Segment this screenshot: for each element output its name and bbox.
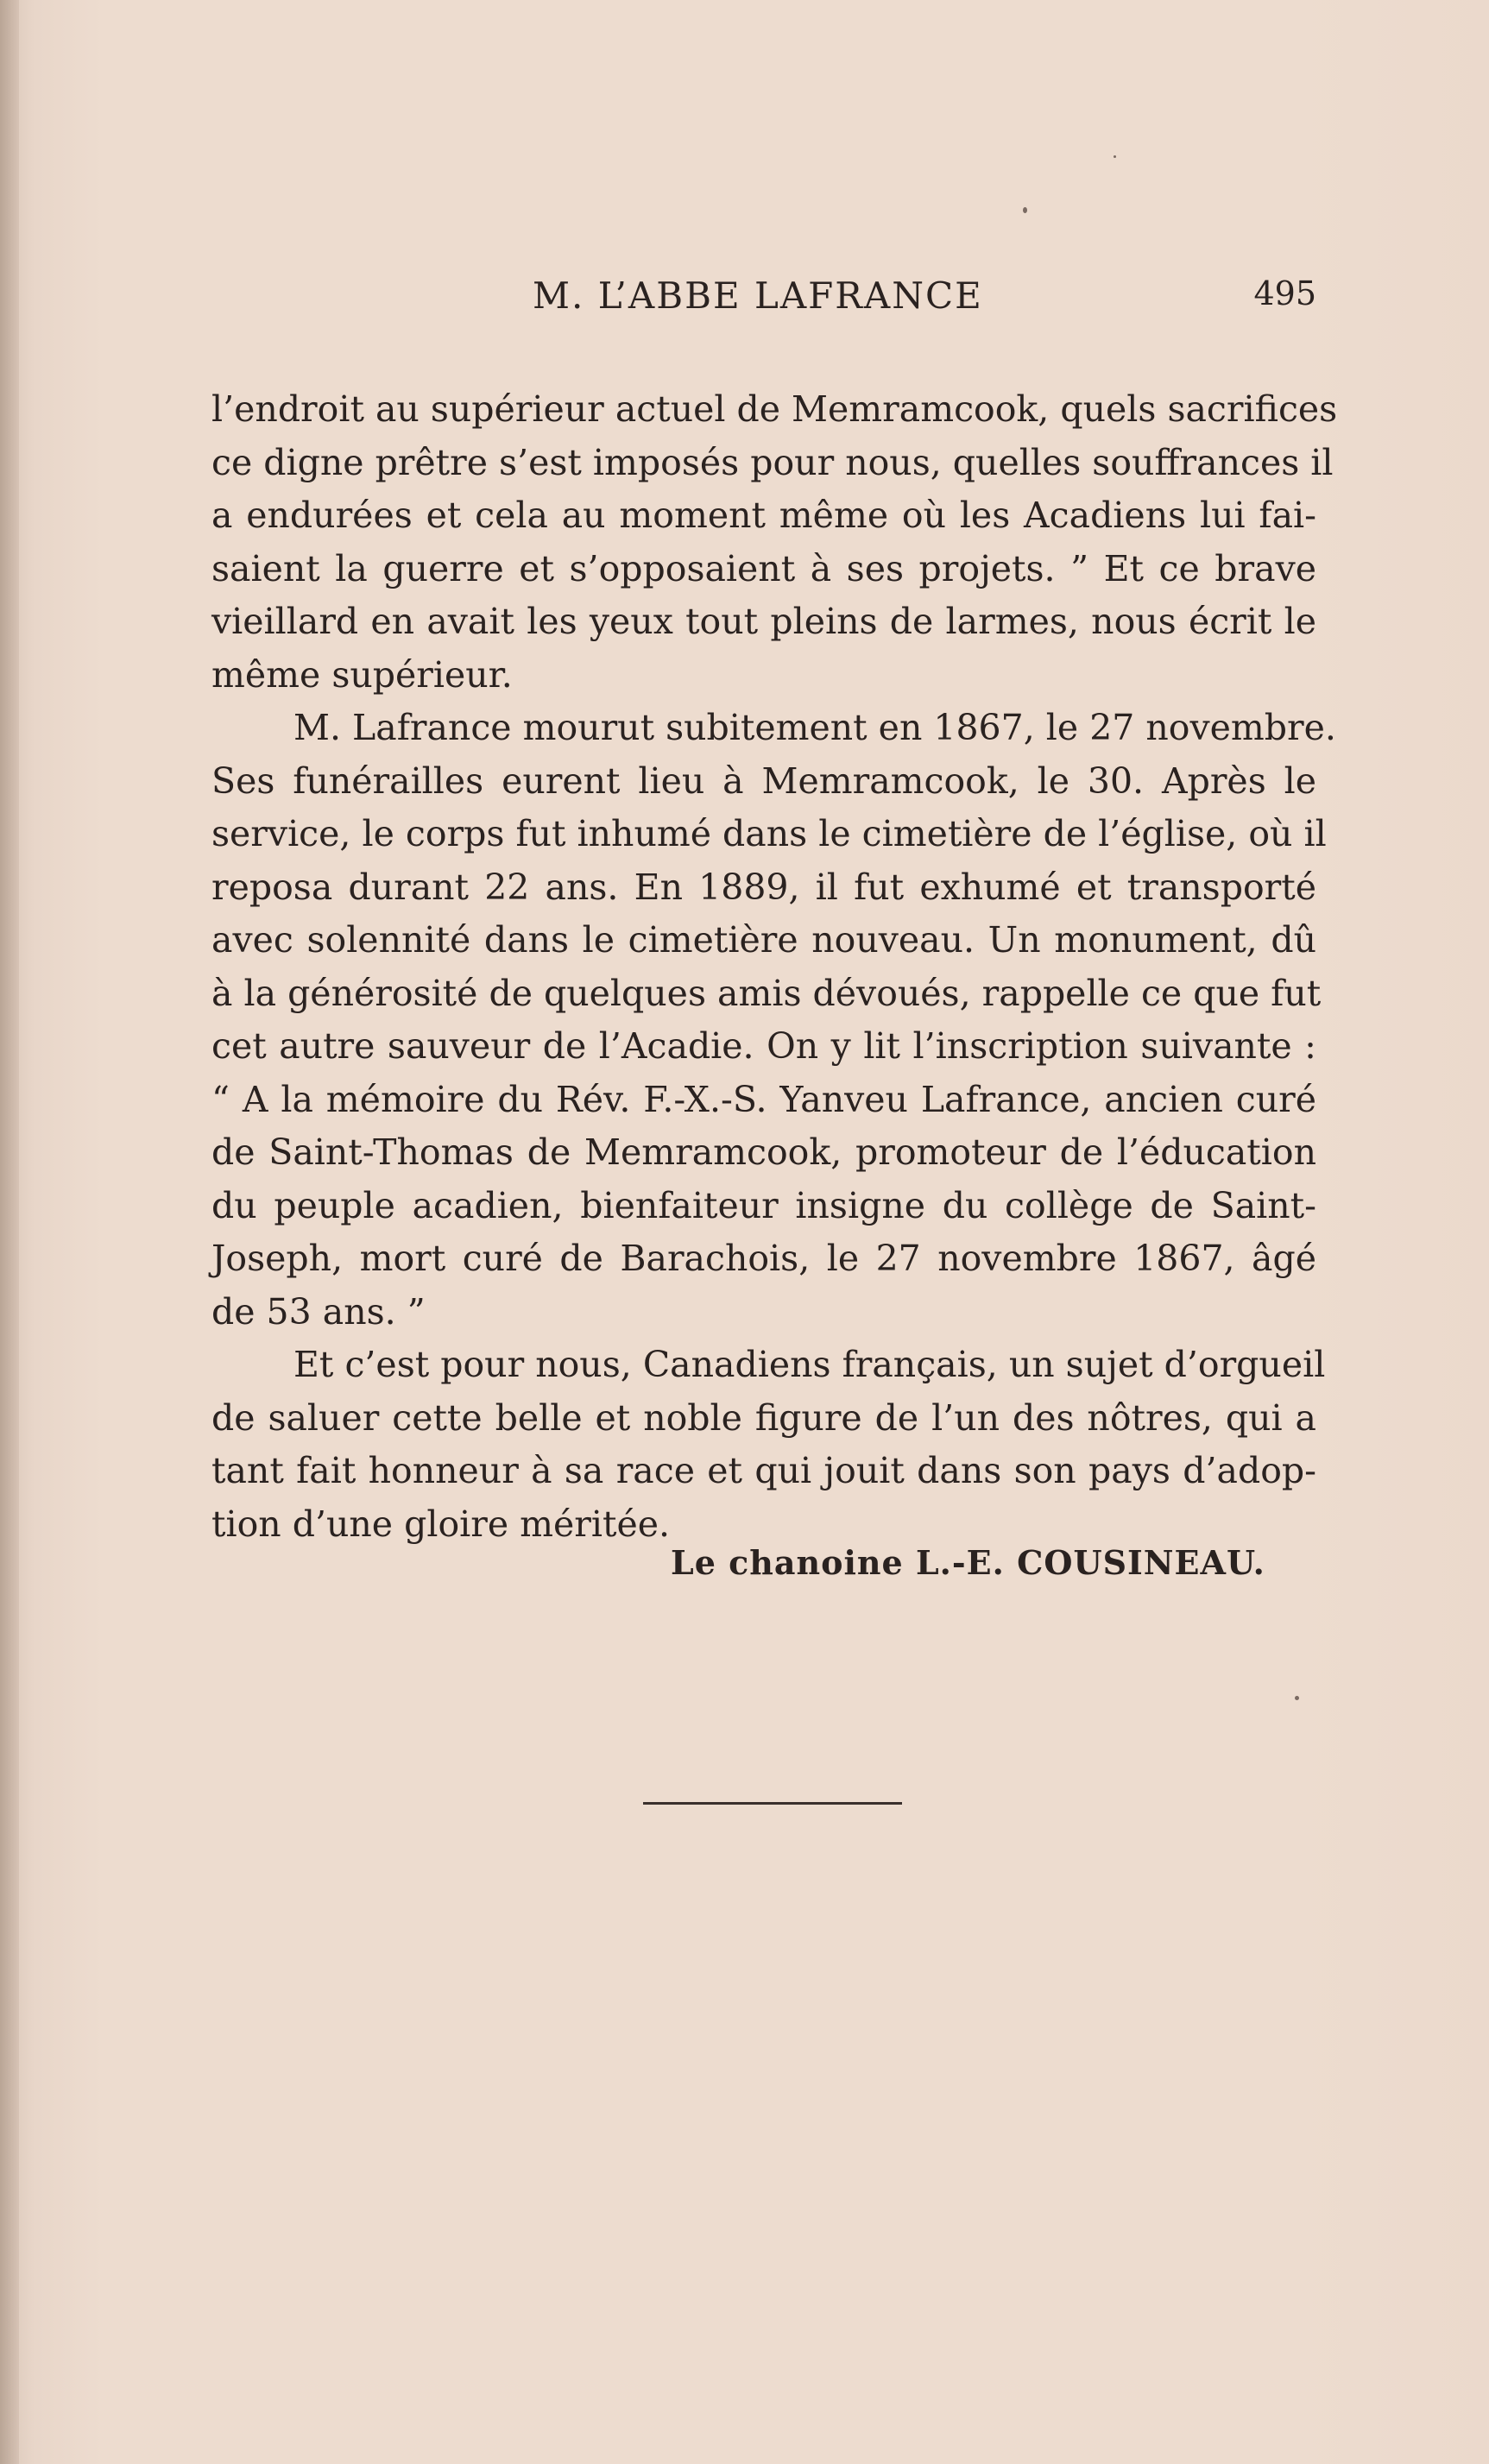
paper-speck: [1023, 207, 1027, 213]
paper-speck: [1114, 155, 1116, 158]
text-line: cet autre sauveur de l’Acadie. On y lit l’inscription suivante :: [211, 1025, 1316, 1067]
text-line: avec solennité dans le cimetière nouveau. Un monument, dû: [211, 919, 1316, 961]
text-line: tion d’une gloire méritée.: [211, 1503, 671, 1545]
text-line: tant fait honneur à sa race et qui jouit dans son pays d’adop-: [211, 1450, 1316, 1491]
text-line: Joseph, mort curé de Barachois, le 27 novembre 1867, âgé: [211, 1238, 1316, 1279]
running-title: M. L’ABBE LAFRANCE: [533, 274, 983, 317]
text-line: de 53 ans. ”: [211, 1290, 426, 1333]
text-line: même supérieur.: [211, 653, 513, 696]
text-line: de saluer cette belle et noble figure de l’un des nôtres, qui a: [211, 1396, 1316, 1439]
paper-speck: [1295, 1696, 1299, 1700]
text-line: ce digne prêtre s’est imposés pour nous, quelles souffrances il: [211, 441, 1334, 483]
text-line: de Saint-Thomas de Memramcook, promoteur de l’éducation: [211, 1131, 1316, 1173]
text-line: vieillard en avait les yeux tout pleins de larmes, nous écrit le: [211, 601, 1316, 642]
text-line: M. Lafrance mourut subitement en 1867, le 27 novembre.: [293, 707, 1336, 748]
text-line: l’endroit au supérieur actuel de Memramcook, quels sacrifices: [211, 388, 1338, 430]
text-line: à la générosité de quelques amis dévoués, rappelle ce que fut: [211, 972, 1322, 1014]
text-line: saient la guerre et s’opposaient à ses projets. ” Et ce brave: [211, 547, 1316, 589]
page-gutter-shadow: [0, 0, 19, 2464]
page-header: [211, 274, 1316, 326]
text-line: Ses funérailles eurent lieu à Memramcook, le 30. Après le: [211, 759, 1316, 802]
text-line: Et c’est pour nous, Canadiens français, un sujet d’orgueil: [293, 1344, 1326, 1385]
text-line: a endurées et cela au moment même où les Acadiens lui fai-: [211, 495, 1316, 536]
text-line: service, le corps fut inhumé dans le cimetière de l’église, où il: [211, 813, 1327, 854]
text-line: du peuple acadien, bienfaiteur insigne du collège de Saint-: [211, 1184, 1316, 1226]
page-number: 495: [1253, 274, 1316, 312]
body-text: [211, 383, 1338, 1551]
author-signature: Le chanoine L.-E. COUSINEAU.: [671, 1543, 1265, 1582]
text-line: reposa durant 22 ans. En 1889, il fut exhumé et transporté: [211, 866, 1316, 908]
section-divider: [643, 1802, 902, 1805]
text-line: “ A la mémoire du Rév. F.-X.-S. Yanveu Lafrance, ancien curé: [211, 1078, 1316, 1120]
